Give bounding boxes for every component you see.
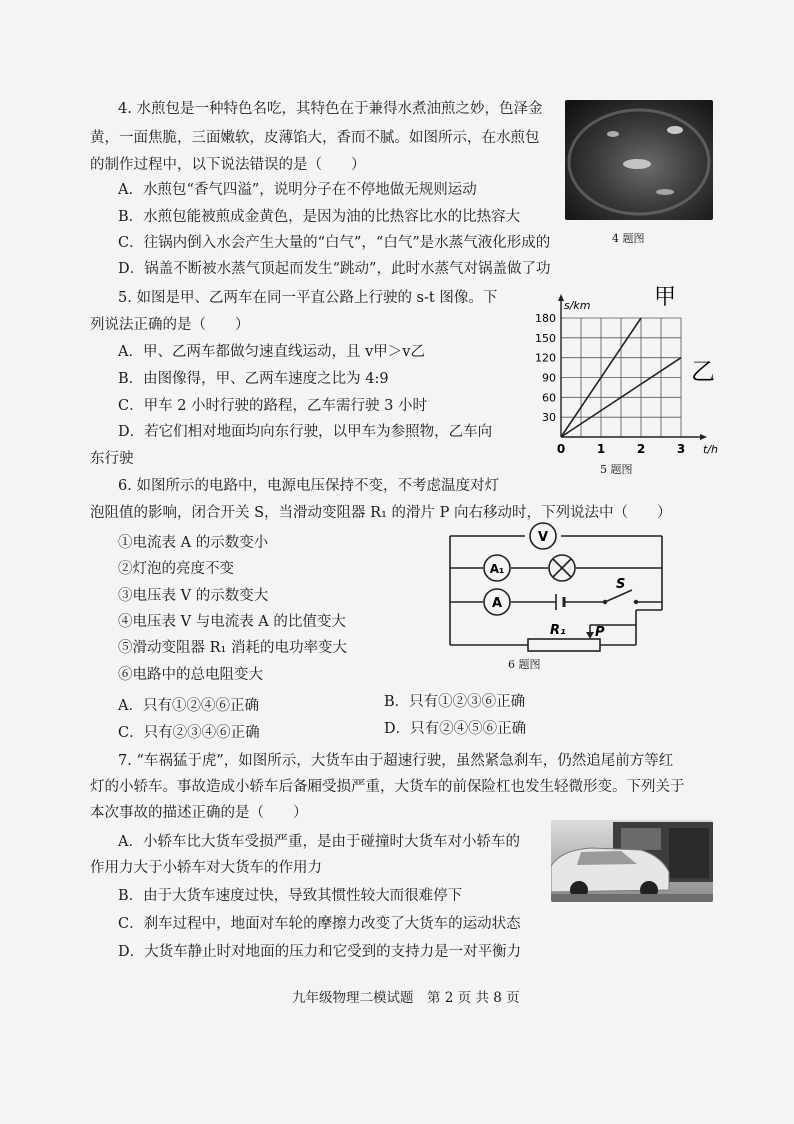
- x-tick-label: 1: [596, 442, 606, 456]
- q6-stem-line2: 泡阻值的影响，闭合开关 S，当滑动变阻器 R₁ 的滑片 P 向右移动时，下列说法中（ ）: [90, 505, 672, 521]
- y-tick-label: 90: [542, 371, 556, 385]
- q7-stem-line1: 7. “车祸猛于虎”，如图所示，大货车由于超速行驶，虽然紧急刹车，仍然追尾前方等红: [118, 753, 674, 769]
- q6-option-c: C．只有②③④⑥正确: [118, 725, 260, 741]
- q5-option-b: B．由图像得，甲、乙两车速度之比为 4:9: [118, 371, 389, 387]
- slider-label: P: [595, 625, 605, 640]
- y-tick-label: 30: [542, 411, 556, 425]
- q7-option-d: D．大货车静止时对地面的压力和它受到的支持力是一对平衡力: [118, 944, 522, 960]
- q7-stem-line3: 本次事故的描述正确的是（ ）: [90, 805, 308, 821]
- battery-icon: [556, 594, 564, 610]
- x-tick-label: 0: [556, 442, 566, 456]
- x-axis-label: t/h: [703, 443, 718, 456]
- q4-photo-pan: [565, 100, 713, 220]
- q7-option-b: B．由于大货车速度过快，导致其惯性较大而很难停下: [118, 888, 463, 904]
- switch-icon: [603, 590, 638, 604]
- q4-caption: 4 题图: [612, 232, 645, 245]
- q6-statement-3: ③电压表 V 的示数变大: [118, 588, 269, 604]
- q7-option-a-line2: 作用力大于小轿车对大货车的作用力: [90, 860, 322, 876]
- q4-stem-line2: 黄，一面焦脆，三面嫩软，皮薄馅大，香而不腻。如图所示，在水煎包: [90, 130, 540, 146]
- q4-stem-line1: 4. 水煎包是一种特色名吃，其特色在于兼得水煮油煎之妙，色泽金: [118, 101, 543, 117]
- lamp-icon: [549, 555, 575, 581]
- series-label-2: 乙: [691, 357, 715, 386]
- q6-statement-1: ①电流表 A 的示数变小: [118, 535, 269, 551]
- q6-option-a: A．只有①②④⑥正确: [118, 698, 259, 714]
- q4-option-a: A．水煎包“香气四溢”，说明分子在不停地做无规则运动: [118, 182, 477, 198]
- slider-arrow-icon: [586, 632, 594, 639]
- y-tick-label: 60: [542, 391, 556, 405]
- q4-option-c: C．往锅内倒入水会产生大量的“白气”，“白气”是水蒸气液化形成的: [118, 235, 551, 251]
- q6-statement-4: ④电压表 V 与电流表 A 的比值变大: [118, 614, 346, 630]
- q5-option-c: C．甲车 2 小时行驶的路程，乙车需行驶 3 小时: [118, 398, 427, 414]
- q6-statement-2: ②灯泡的亮度不变: [118, 561, 234, 577]
- q7-photo-crash: [551, 820, 713, 902]
- q7-stem-line2: 灯的小轿车。事故造成小轿车后备厢受损严重，大货车的前保险杠也发生轻微形变。下列关于: [90, 779, 685, 795]
- q5-caption: 5 题图: [600, 463, 633, 476]
- q5-st-chart: [528, 285, 718, 460]
- ammeter-a1-label: A₁: [489, 562, 505, 576]
- ammeter-a-label: A: [491, 596, 503, 611]
- q6-caption: 6 题图: [508, 658, 541, 671]
- series-label-1: 甲: [653, 285, 677, 310]
- q6-statement-6: ⑥电路中的总电阻变大: [118, 667, 263, 683]
- q7-option-a-line1: A．小轿车比大货车受损严重，是由于碰撞时大货车对小轿车的: [118, 834, 520, 850]
- q5-stem-line2: 列说法正确的是（ ）: [90, 317, 250, 333]
- q4-option-d: D．锅盖不断被水蒸气顶起而发生“跳动”，此时水蒸气对锅盖做了功: [118, 261, 551, 277]
- q5-option-a: A．甲、乙两车都做匀速直线运动，且 v甲＞v乙: [118, 344, 425, 360]
- q5-option-d-line1: D．若它们相对地面均向东行驶，以甲车为参照物，乙车向: [118, 424, 493, 440]
- q5-option-d-line2: 东行驶: [90, 451, 134, 467]
- q7-option-c: C．刹车过程中，地面对车轮的摩擦力改变了大货车的运动状态: [118, 916, 521, 932]
- q6-stem-line1: 6. 如图所示的电路中，电源电压保持不变，不考虑温度对灯: [118, 478, 499, 494]
- y-axis-label: s/km: [564, 299, 591, 312]
- y-tick-label: 150: [535, 331, 556, 345]
- voltmeter-label: V: [537, 530, 549, 545]
- page-footer: 九年级物理二模试题 第 2 页 共 8 页: [292, 990, 520, 1006]
- rheostat-icon: [528, 639, 600, 651]
- rheostat-label: R₁: [550, 623, 566, 638]
- y-tick-label: 180: [535, 312, 556, 325]
- x-tick-label: 2: [636, 442, 646, 456]
- switch-label: S: [616, 577, 626, 592]
- x-axis-arrow-icon: [700, 434, 707, 440]
- q4-stem-line3: 的制作过程中，以下说法错误的是（ ）: [90, 157, 366, 173]
- q4-option-b: B．水煎包能被煎成金黄色，是因为油的比热容比水的比热容大: [118, 209, 521, 225]
- q6-circuit-diagram: [440, 520, 670, 655]
- y-tick-label: 120: [535, 351, 556, 365]
- q6-option-b: B．只有①②③⑥正确: [384, 694, 526, 710]
- q6-option-d: D．只有②④⑤⑥正确: [384, 721, 527, 737]
- q5-stem-line1: 5. 如图是甲、乙两车在同一平直公路上行驶的 s-t 图像。下: [118, 290, 498, 306]
- q6-statement-5: ⑤滑动变阻器 R₁ 消耗的电功率变大: [118, 640, 347, 656]
- x-tick-label: 3: [676, 442, 686, 456]
